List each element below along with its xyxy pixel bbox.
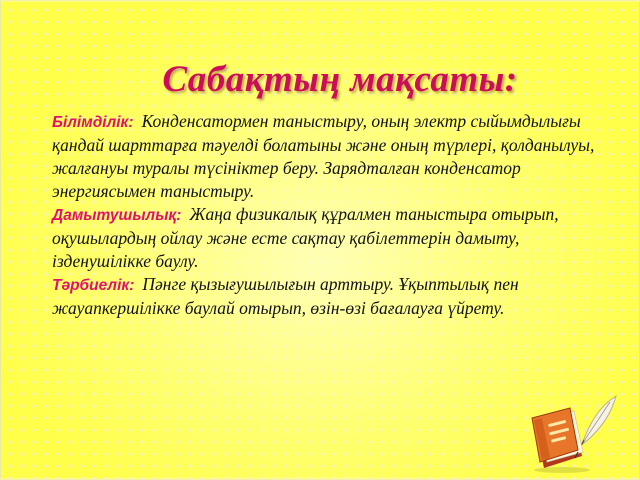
objective-educational [52, 110, 612, 203]
slide-content [52, 110, 612, 320]
slide-title: Сабақтың мақсаты: [162, 59, 518, 100]
objective-label: Тәрбиелік: [52, 277, 135, 294]
slide-top-edge [0, 0, 640, 2]
objective-text: Конденсатормен таныстыру, оның электр сыйымдылығы қандай шарттарға тәуелді болатыны және оның түрлері, қолданылуы, жалғануы туралы түсініктер беру. Зарядталған конденсатор энергиясымен таныстыру. [52, 111, 595, 201]
book-with-quill-icon [520, 392, 620, 474]
objective-text: Пәнге қызығушылығын арттыру. Ұқыптылық пен жауапкершілікке баулай отырып, өзін-өзі бағалауға үйрету. [52, 274, 519, 318]
objective-upbringing [52, 273, 612, 320]
objective-label: Дамытушылық: [52, 207, 182, 224]
objective-developmental [52, 203, 612, 273]
objective-text: Жаңа физикалық құралмен таныстыра отырып, оқушылардың ойлау және есте сақтау қабілеттерін дамыту, ізденушілікке баулу. [52, 204, 559, 271]
objective-label: Білімділік: [52, 114, 134, 131]
